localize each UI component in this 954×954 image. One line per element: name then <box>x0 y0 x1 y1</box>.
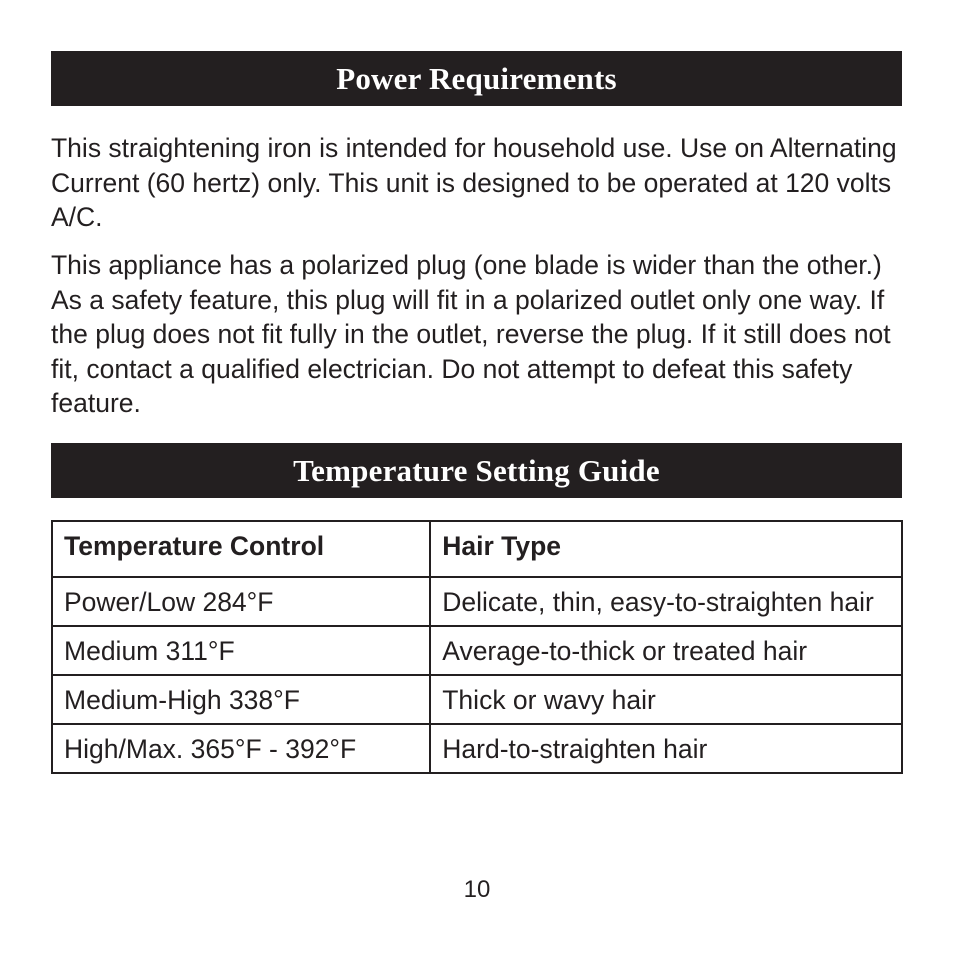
temperature-cell: Medium-High 338°F <box>52 675 430 724</box>
hair-type-cell: Delicate, thin, easy-to-straighten hair <box>430 577 902 626</box>
header-temperature-control: Temperature Control <box>52 521 430 577</box>
header-hair-type: Hair Type <box>430 521 902 577</box>
temperature-setting-table <box>51 520 903 774</box>
table-row <box>52 724 902 773</box>
temperature-guide-title: Temperature Setting Guide <box>293 452 660 488</box>
hair-type-cell: Hard-to-straighten hair <box>430 724 902 773</box>
temperature-guide-heading <box>51 443 902 498</box>
table-row <box>52 626 902 675</box>
table-row <box>52 675 902 724</box>
power-paragraph-2: This appliance has a polarized plug (one blade is wider than the other.) As a safety feature, this plug will fit in a polarized outlet only one way. If the plug does not fit fully in the outlet, reverse the plug. If it still does not fit, contact a qualified electrician. Do not attempt to defeat this safety feature. <box>51 250 891 418</box>
temperature-cell: Power/Low 284°F <box>52 577 430 626</box>
power-requirements-heading <box>51 51 902 106</box>
hair-type-cell: Average-to-thick or treated hair <box>430 626 902 675</box>
hair-type-cell: Thick or wavy hair <box>430 675 902 724</box>
temperature-cell: Medium 311°F <box>52 626 430 675</box>
page-number: 10 <box>463 876 491 903</box>
power-paragraph-1: This straightening iron is intended for household use. Use on Alternating Current (60 hertz) only. This unit is designed to be operated at 120 volts A/C. <box>51 133 897 232</box>
temperature-cell: High/Max. 365°F - 392°F <box>52 724 430 773</box>
table-header-row <box>52 521 902 577</box>
table-row <box>52 577 902 626</box>
power-requirements-title: Power Requirements <box>336 60 617 96</box>
